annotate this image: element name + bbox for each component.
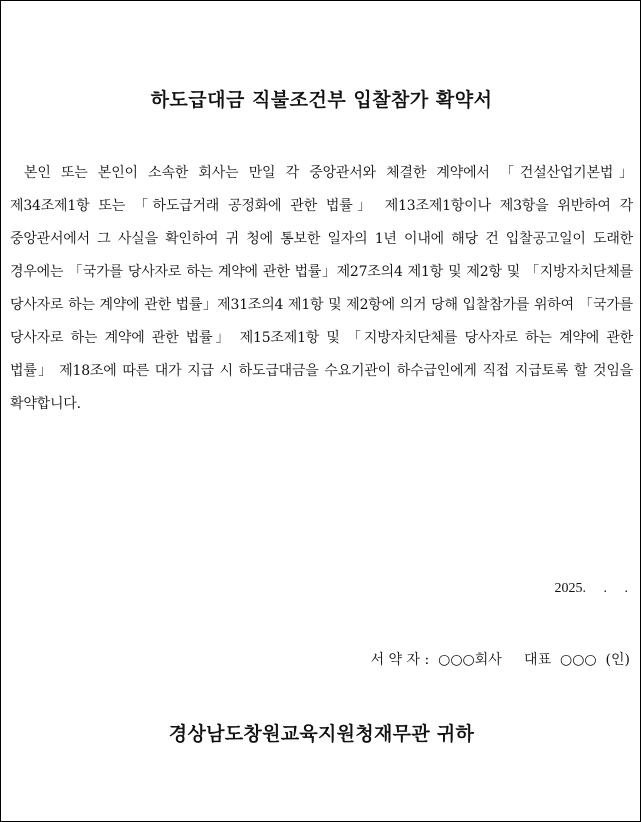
document-title: 하도급대금 직불조건부 입찰참가 확약서 xyxy=(150,89,493,111)
date-line: 2025. . . xyxy=(554,581,628,596)
addressee: 경상남도창원교육지원청재무관 귀하 xyxy=(168,723,475,745)
signature-line: 서 약 자 : ○○○회사 대표 ○○○ (인) xyxy=(370,652,630,668)
pledge-body-text: 본인 또는 본인이 소속한 회사는 만일 각 중앙관서와 체결한 계약에서 「건설산업기본법」제34조제1항 또는 「하도급거래 공정화에 관한 법률」 제13조제1항이나 제3항을 위반하여 각 중앙관서에서 그 사실을 확인하여 귀 청에 통보한 일자의 1년 이내에 해당 건 입찰공고일이 도래한 경우에는 「국가를 당사자로 하는 계약에 관한 법률」제27조의4 제1항 및 제2항 및 「지방자치단체를 당사자로 하는 계약에 관한 법률」제31조의4 제1항 및 제2항에 의거 당해 입찰참가를 위하여 「국가를 당사자로 하는 계약에 관한 법률」 제15조제1항 및 「지방자치단체를 당사자로 하는 계약에 관한 법률」 제18조에 따른 대가 지급 시 하도급대금을 수요기관이 하수급인에게 직접 지급토록 할 것임을 확약합니다. xyxy=(10,165,633,412)
